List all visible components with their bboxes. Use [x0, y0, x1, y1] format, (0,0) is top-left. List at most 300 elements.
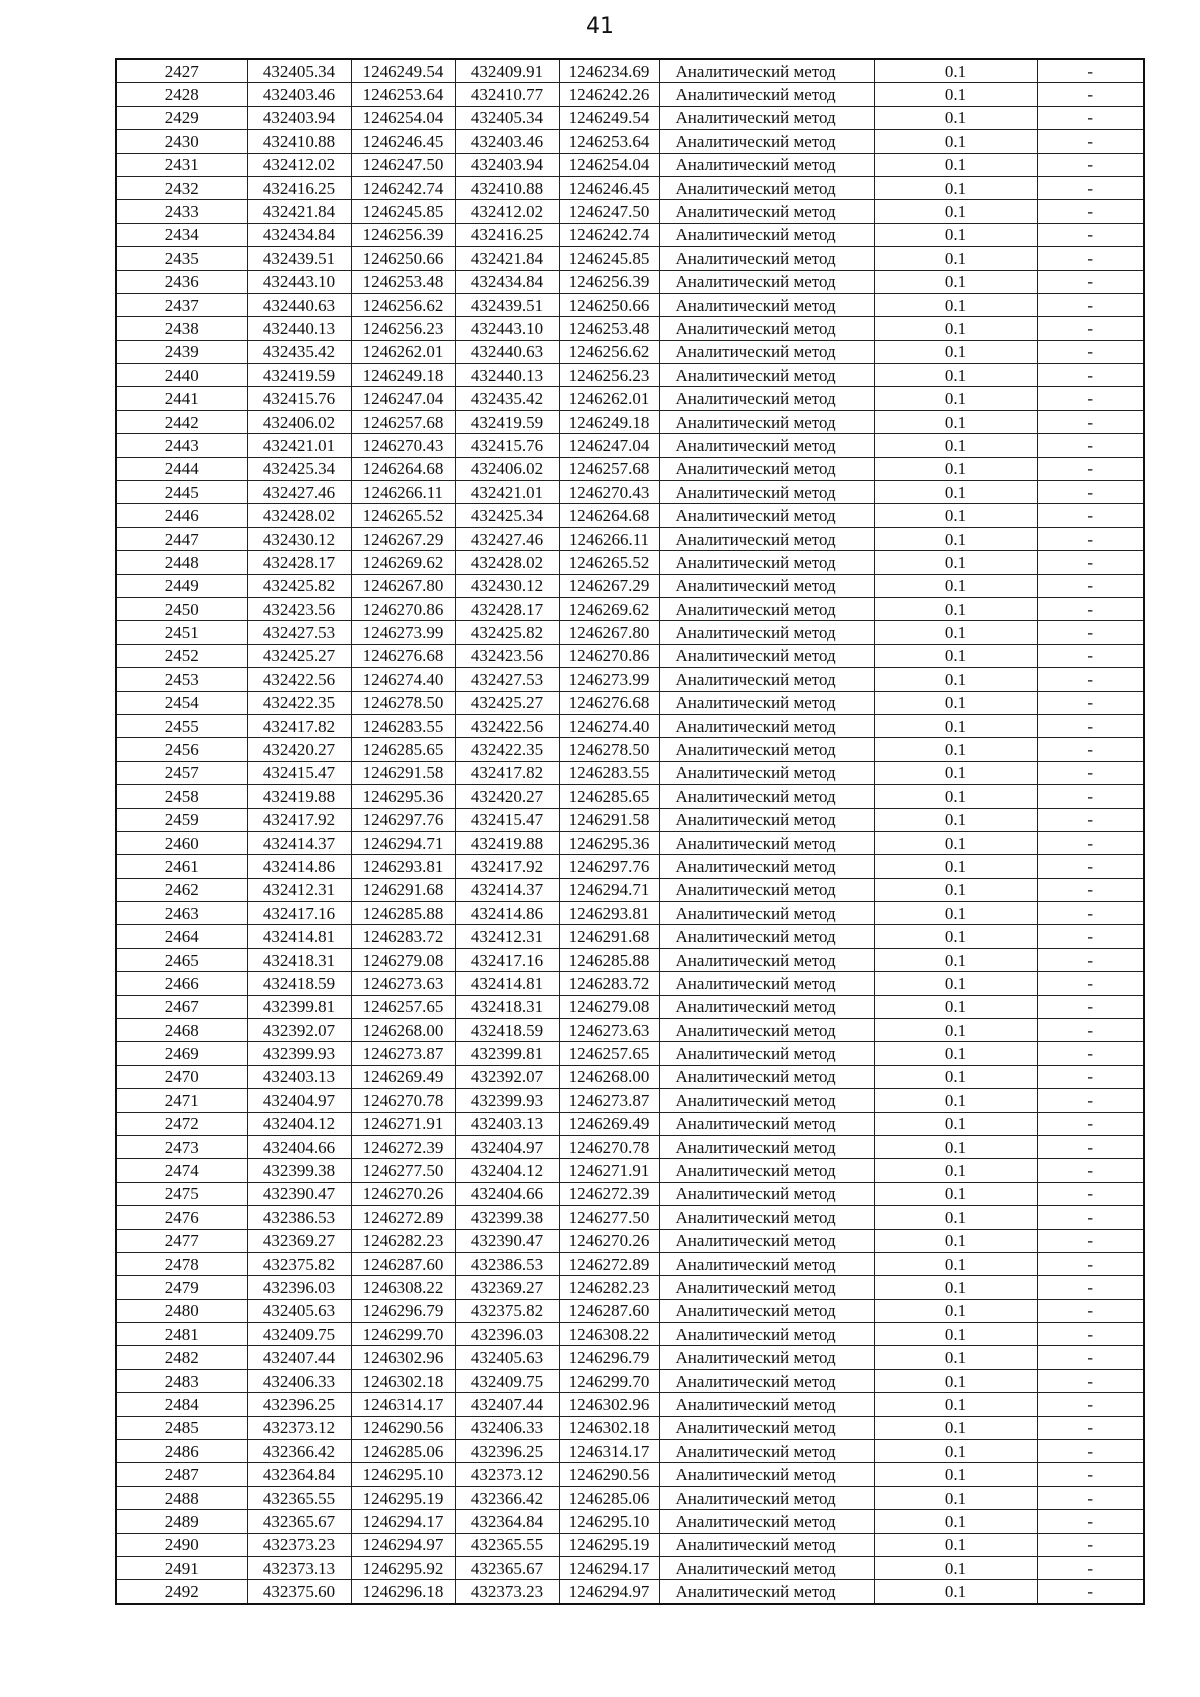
- x2-cell: 432403.94: [455, 153, 559, 176]
- method-cell: Аналитический метод: [659, 597, 874, 620]
- y1-cell: 1246295.19: [351, 1486, 455, 1509]
- note-cell: -: [1037, 270, 1144, 293]
- method-cell: Аналитический метод: [659, 83, 874, 106]
- y2-cell: 1246272.39: [559, 1182, 659, 1205]
- x1-cell: 432439.51: [247, 247, 351, 270]
- table-row: [116, 925, 1144, 948]
- x2-cell: 432365.55: [455, 1533, 559, 1556]
- x1-cell: 432390.47: [247, 1182, 351, 1205]
- x1-cell: 432425.27: [247, 644, 351, 667]
- precision-cell: 0.1: [874, 317, 1037, 340]
- point-id-cell: 2477: [116, 1229, 247, 1252]
- note-cell: -: [1037, 1463, 1144, 1486]
- x1-cell: 432419.59: [247, 364, 351, 387]
- precision-cell: 0.1: [874, 831, 1037, 854]
- method-cell: Аналитический метод: [659, 551, 874, 574]
- table-row: [116, 644, 1144, 667]
- precision-cell: 0.1: [874, 855, 1037, 878]
- y2-cell: 1246249.54: [559, 106, 659, 129]
- method-cell: Аналитический метод: [659, 200, 874, 223]
- x1-cell: 432375.60: [247, 1580, 351, 1604]
- point-id-cell: 2466: [116, 972, 247, 995]
- table-row: [116, 247, 1144, 270]
- point-id-cell: 2489: [116, 1510, 247, 1533]
- table-row: [116, 995, 1144, 1018]
- point-id-cell: 2473: [116, 1135, 247, 1158]
- y2-cell: 1246294.97: [559, 1580, 659, 1604]
- precision-cell: 0.1: [874, 1533, 1037, 1556]
- x1-cell: 432373.12: [247, 1416, 351, 1439]
- y2-cell: 1246269.49: [559, 1112, 659, 1135]
- table-row: [116, 1112, 1144, 1135]
- precision-cell: 0.1: [874, 481, 1037, 504]
- method-cell: Аналитический метод: [659, 714, 874, 737]
- x1-cell: 432404.66: [247, 1135, 351, 1158]
- note-cell: -: [1037, 176, 1144, 199]
- point-id-cell: 2458: [116, 785, 247, 808]
- table-row: [116, 1557, 1144, 1580]
- note-cell: -: [1037, 761, 1144, 784]
- precision-cell: 0.1: [874, 130, 1037, 153]
- y1-cell: 1246291.58: [351, 761, 455, 784]
- y2-cell: 1246285.06: [559, 1486, 659, 1509]
- method-cell: Аналитический метод: [659, 1346, 874, 1369]
- table-row: [116, 504, 1144, 527]
- table-row: [116, 153, 1144, 176]
- table-row: [116, 902, 1144, 925]
- y1-cell: 1246302.18: [351, 1369, 455, 1392]
- precision-cell: 0.1: [874, 106, 1037, 129]
- point-id-cell: 2457: [116, 761, 247, 784]
- note-cell: -: [1037, 434, 1144, 457]
- x1-cell: 432417.16: [247, 902, 351, 925]
- table-row: [116, 551, 1144, 574]
- y1-cell: 1246283.72: [351, 925, 455, 948]
- method-cell: Аналитический метод: [659, 574, 874, 597]
- x2-cell: 432373.23: [455, 1580, 559, 1604]
- x2-cell: 432425.34: [455, 504, 559, 527]
- method-cell: Аналитический метод: [659, 176, 874, 199]
- table-row: [116, 176, 1144, 199]
- y2-cell: 1246253.64: [559, 130, 659, 153]
- method-cell: Аналитический метод: [659, 785, 874, 808]
- note-cell: -: [1037, 247, 1144, 270]
- precision-cell: 0.1: [874, 1369, 1037, 1392]
- y2-cell: 1246256.23: [559, 364, 659, 387]
- y2-cell: 1246267.29: [559, 574, 659, 597]
- x1-cell: 432418.59: [247, 972, 351, 995]
- point-id-cell: 2448: [116, 551, 247, 574]
- table-row: [116, 410, 1144, 433]
- note-cell: -: [1037, 1323, 1144, 1346]
- point-id-cell: 2447: [116, 527, 247, 550]
- point-id-cell: 2465: [116, 948, 247, 971]
- y1-cell: 1246245.85: [351, 200, 455, 223]
- precision-cell: 0.1: [874, 761, 1037, 784]
- method-cell: Аналитический метод: [659, 1229, 874, 1252]
- point-id-cell: 2430: [116, 130, 247, 153]
- x2-cell: 432435.42: [455, 387, 559, 410]
- y1-cell: 1246282.23: [351, 1229, 455, 1252]
- precision-cell: 0.1: [874, 1299, 1037, 1322]
- precision-cell: 0.1: [874, 714, 1037, 737]
- x2-cell: 432418.59: [455, 1019, 559, 1042]
- x1-cell: 432375.82: [247, 1252, 351, 1275]
- x1-cell: 432425.82: [247, 574, 351, 597]
- table-row: [116, 1510, 1144, 1533]
- note-cell: -: [1037, 1557, 1144, 1580]
- precision-cell: 0.1: [874, 1346, 1037, 1369]
- y2-cell: 1246270.78: [559, 1135, 659, 1158]
- table-row: [116, 855, 1144, 878]
- note-cell: -: [1037, 972, 1144, 995]
- y2-cell: 1246273.87: [559, 1089, 659, 1112]
- x2-cell: 432399.93: [455, 1089, 559, 1112]
- point-id-cell: 2445: [116, 481, 247, 504]
- x1-cell: 432403.46: [247, 83, 351, 106]
- point-id-cell: 2454: [116, 691, 247, 714]
- y2-cell: 1246269.62: [559, 597, 659, 620]
- x1-cell: 432428.17: [247, 551, 351, 574]
- x2-cell: 432414.86: [455, 902, 559, 925]
- note-cell: -: [1037, 738, 1144, 761]
- precision-cell: 0.1: [874, 504, 1037, 527]
- method-cell: Аналитический метод: [659, 130, 874, 153]
- note-cell: -: [1037, 223, 1144, 246]
- y1-cell: 1246295.92: [351, 1557, 455, 1580]
- x2-cell: 432404.97: [455, 1135, 559, 1158]
- point-id-cell: 2462: [116, 878, 247, 901]
- note-cell: -: [1037, 1440, 1144, 1463]
- point-id-cell: 2440: [116, 364, 247, 387]
- method-cell: Аналитический метод: [659, 878, 874, 901]
- y1-cell: 1246285.88: [351, 902, 455, 925]
- y2-cell: 1246308.22: [559, 1323, 659, 1346]
- table-row: [116, 223, 1144, 246]
- y1-cell: 1246293.81: [351, 855, 455, 878]
- point-id-cell: 2490: [116, 1533, 247, 1556]
- point-id-cell: 2463: [116, 902, 247, 925]
- y2-cell: 1246245.85: [559, 247, 659, 270]
- method-cell: Аналитический метод: [659, 925, 874, 948]
- x2-cell: 432364.84: [455, 1510, 559, 1533]
- note-cell: -: [1037, 785, 1144, 808]
- y1-cell: 1246314.17: [351, 1393, 455, 1416]
- y2-cell: 1246270.43: [559, 481, 659, 504]
- x2-cell: 432414.37: [455, 878, 559, 901]
- y1-cell: 1246256.23: [351, 317, 455, 340]
- table-row: [116, 1346, 1144, 1369]
- x2-cell: 432427.46: [455, 527, 559, 550]
- page-number: 41: [586, 14, 614, 39]
- note-cell: -: [1037, 1065, 1144, 1088]
- x2-cell: 432410.88: [455, 176, 559, 199]
- method-cell: Аналитический метод: [659, 972, 874, 995]
- note-cell: -: [1037, 551, 1144, 574]
- precision-cell: 0.1: [874, 1182, 1037, 1205]
- x2-cell: 432409.91: [455, 59, 559, 83]
- y2-cell: 1246273.99: [559, 668, 659, 691]
- note-cell: -: [1037, 644, 1144, 667]
- table-row: [116, 1159, 1144, 1182]
- y2-cell: 1246270.26: [559, 1229, 659, 1252]
- table-row: [116, 574, 1144, 597]
- point-id-cell: 2485: [116, 1416, 247, 1439]
- method-cell: Аналитический метод: [659, 1580, 874, 1604]
- x1-cell: 432406.33: [247, 1369, 351, 1392]
- point-id-cell: 2435: [116, 247, 247, 270]
- y2-cell: 1246234.69: [559, 59, 659, 83]
- table-row: [116, 434, 1144, 457]
- x1-cell: 432430.12: [247, 527, 351, 550]
- x2-cell: 432403.46: [455, 130, 559, 153]
- method-cell: Аналитический метод: [659, 1510, 874, 1533]
- y1-cell: 1246278.50: [351, 691, 455, 714]
- table-row: [116, 317, 1144, 340]
- table-body: [116, 59, 1144, 1604]
- precision-cell: 0.1: [874, 1019, 1037, 1042]
- y2-cell: 1246283.55: [559, 761, 659, 784]
- y1-cell: 1246270.43: [351, 434, 455, 457]
- y2-cell: 1246294.71: [559, 878, 659, 901]
- y2-cell: 1246250.66: [559, 293, 659, 316]
- table-row: [116, 364, 1144, 387]
- y1-cell: 1246296.18: [351, 1580, 455, 1604]
- x2-cell: 432430.12: [455, 574, 559, 597]
- method-cell: Аналитический метод: [659, 995, 874, 1018]
- point-id-cell: 2480: [116, 1299, 247, 1322]
- x1-cell: 432422.56: [247, 668, 351, 691]
- method-cell: Аналитический метод: [659, 902, 874, 925]
- point-id-cell: 2429: [116, 106, 247, 129]
- precision-cell: 0.1: [874, 527, 1037, 550]
- y2-cell: 1246274.40: [559, 714, 659, 737]
- precision-cell: 0.1: [874, 1393, 1037, 1416]
- table-row: [116, 270, 1144, 293]
- y1-cell: 1246272.89: [351, 1206, 455, 1229]
- x2-cell: 432404.12: [455, 1159, 559, 1182]
- x1-cell: 432369.27: [247, 1229, 351, 1252]
- table-row: [116, 1486, 1144, 1509]
- precision-cell: 0.1: [874, 153, 1037, 176]
- method-cell: Аналитический метод: [659, 644, 874, 667]
- note-cell: -: [1037, 293, 1144, 316]
- x1-cell: 432418.31: [247, 948, 351, 971]
- precision-cell: 0.1: [874, 387, 1037, 410]
- x2-cell: 432416.25: [455, 223, 559, 246]
- x1-cell: 432365.55: [247, 1486, 351, 1509]
- y2-cell: 1246314.17: [559, 1440, 659, 1463]
- y2-cell: 1246242.26: [559, 83, 659, 106]
- note-cell: -: [1037, 481, 1144, 504]
- y2-cell: 1246265.52: [559, 551, 659, 574]
- x1-cell: 432427.53: [247, 621, 351, 644]
- x2-cell: 432407.44: [455, 1393, 559, 1416]
- table-row: [116, 1135, 1144, 1158]
- table-row: [116, 1440, 1144, 1463]
- x2-cell: 432410.77: [455, 83, 559, 106]
- precision-cell: 0.1: [874, 1089, 1037, 1112]
- y1-cell: 1246272.39: [351, 1135, 455, 1158]
- method-cell: Аналитический метод: [659, 247, 874, 270]
- y1-cell: 1246256.62: [351, 293, 455, 316]
- note-cell: -: [1037, 1135, 1144, 1158]
- y1-cell: 1246299.70: [351, 1323, 455, 1346]
- x1-cell: 432373.13: [247, 1557, 351, 1580]
- y1-cell: 1246267.80: [351, 574, 455, 597]
- y2-cell: 1246249.18: [559, 410, 659, 433]
- x1-cell: 432415.47: [247, 761, 351, 784]
- precision-cell: 0.1: [874, 247, 1037, 270]
- method-cell: Аналитический метод: [659, 1252, 874, 1275]
- y1-cell: 1246297.76: [351, 808, 455, 831]
- method-cell: Аналитический метод: [659, 1206, 874, 1229]
- table-row: [116, 1299, 1144, 1322]
- method-cell: Аналитический метод: [659, 1112, 874, 1135]
- precision-cell: 0.1: [874, 1557, 1037, 1580]
- precision-cell: 0.1: [874, 1252, 1037, 1275]
- x1-cell: 432396.25: [247, 1393, 351, 1416]
- y1-cell: 1246283.55: [351, 714, 455, 737]
- note-cell: -: [1037, 855, 1144, 878]
- note-cell: -: [1037, 1276, 1144, 1299]
- point-id-cell: 2484: [116, 1393, 247, 1416]
- x2-cell: 432386.53: [455, 1252, 559, 1275]
- method-cell: Аналитический метод: [659, 1019, 874, 1042]
- precision-cell: 0.1: [874, 200, 1037, 223]
- table-row: [116, 481, 1144, 504]
- table-row: [116, 714, 1144, 737]
- y1-cell: 1246274.40: [351, 668, 455, 691]
- note-cell: -: [1037, 1580, 1144, 1604]
- note-cell: -: [1037, 948, 1144, 971]
- method-cell: Аналитический метод: [659, 668, 874, 691]
- point-id-cell: 2488: [116, 1486, 247, 1509]
- y1-cell: 1246294.71: [351, 831, 455, 854]
- x2-cell: 432421.84: [455, 247, 559, 270]
- y1-cell: 1246265.52: [351, 504, 455, 527]
- table-row: [116, 831, 1144, 854]
- point-id-cell: 2491: [116, 1557, 247, 1580]
- table-row: [116, 738, 1144, 761]
- table-row: [116, 1276, 1144, 1299]
- precision-cell: 0.1: [874, 878, 1037, 901]
- y2-cell: 1246242.74: [559, 223, 659, 246]
- table-row: [116, 972, 1144, 995]
- y2-cell: 1246302.18: [559, 1416, 659, 1439]
- precision-cell: 0.1: [874, 1042, 1037, 1065]
- x2-cell: 432406.02: [455, 457, 559, 480]
- y1-cell: 1246269.49: [351, 1065, 455, 1088]
- y2-cell: 1246285.65: [559, 785, 659, 808]
- x1-cell: 432407.44: [247, 1346, 351, 1369]
- x1-cell: 432417.82: [247, 714, 351, 737]
- x1-cell: 432427.46: [247, 481, 351, 504]
- y2-cell: 1246273.63: [559, 1019, 659, 1042]
- y1-cell: 1246268.00: [351, 1019, 455, 1042]
- method-cell: Аналитический метод: [659, 1323, 874, 1346]
- y2-cell: 1246271.91: [559, 1159, 659, 1182]
- precision-cell: 0.1: [874, 293, 1037, 316]
- y1-cell: 1246296.79: [351, 1299, 455, 1322]
- method-cell: Аналитический метод: [659, 364, 874, 387]
- x1-cell: 432414.86: [247, 855, 351, 878]
- table-row: [116, 621, 1144, 644]
- note-cell: -: [1037, 1510, 1144, 1533]
- table-row: [116, 808, 1144, 831]
- y2-cell: 1246278.50: [559, 738, 659, 761]
- y2-cell: 1246297.76: [559, 855, 659, 878]
- x2-cell: 432419.59: [455, 410, 559, 433]
- point-id-cell: 2467: [116, 995, 247, 1018]
- point-id-cell: 2452: [116, 644, 247, 667]
- point-id-cell: 2449: [116, 574, 247, 597]
- note-cell: -: [1037, 1019, 1144, 1042]
- point-id-cell: 2469: [116, 1042, 247, 1065]
- method-cell: Аналитический метод: [659, 1369, 874, 1392]
- y1-cell: 1246273.87: [351, 1042, 455, 1065]
- y1-cell: 1246247.04: [351, 387, 455, 410]
- y1-cell: 1246270.78: [351, 1089, 455, 1112]
- point-id-cell: 2487: [116, 1463, 247, 1486]
- x2-cell: 432369.27: [455, 1276, 559, 1299]
- table-row: [116, 1065, 1144, 1088]
- note-cell: -: [1037, 1112, 1144, 1135]
- y2-cell: 1246291.68: [559, 925, 659, 948]
- precision-cell: 0.1: [874, 1463, 1037, 1486]
- note-cell: -: [1037, 574, 1144, 597]
- table-row: [116, 457, 1144, 480]
- y1-cell: 1246250.66: [351, 247, 455, 270]
- point-id-cell: 2482: [116, 1346, 247, 1369]
- note-cell: -: [1037, 153, 1144, 176]
- point-id-cell: 2433: [116, 200, 247, 223]
- y2-cell: 1246262.01: [559, 387, 659, 410]
- point-id-cell: 2450: [116, 597, 247, 620]
- precision-cell: 0.1: [874, 83, 1037, 106]
- x2-cell: 432434.84: [455, 270, 559, 293]
- x2-cell: 432417.82: [455, 761, 559, 784]
- note-cell: -: [1037, 1182, 1144, 1205]
- precision-cell: 0.1: [874, 59, 1037, 83]
- method-cell: Аналитический метод: [659, 1135, 874, 1158]
- x2-cell: 432425.82: [455, 621, 559, 644]
- note-cell: -: [1037, 83, 1144, 106]
- point-id-cell: 2461: [116, 855, 247, 878]
- x1-cell: 432366.42: [247, 1440, 351, 1463]
- method-cell: Аналитический метод: [659, 59, 874, 83]
- note-cell: -: [1037, 668, 1144, 691]
- note-cell: -: [1037, 200, 1144, 223]
- note-cell: -: [1037, 527, 1144, 550]
- precision-cell: 0.1: [874, 340, 1037, 363]
- y2-cell: 1246295.36: [559, 831, 659, 854]
- x1-cell: 432421.84: [247, 200, 351, 223]
- method-cell: Аналитический метод: [659, 457, 874, 480]
- note-cell: -: [1037, 1346, 1144, 1369]
- note-cell: -: [1037, 1369, 1144, 1392]
- x2-cell: 432439.51: [455, 293, 559, 316]
- method-cell: Аналитический метод: [659, 1533, 874, 1556]
- method-cell: Аналитический метод: [659, 1042, 874, 1065]
- method-cell: Аналитический метод: [659, 808, 874, 831]
- y1-cell: 1246295.10: [351, 1463, 455, 1486]
- x2-cell: 432373.12: [455, 1463, 559, 1486]
- method-cell: Аналитический метод: [659, 1486, 874, 1509]
- point-id-cell: 2437: [116, 293, 247, 316]
- x1-cell: 432410.88: [247, 130, 351, 153]
- y2-cell: 1246256.62: [559, 340, 659, 363]
